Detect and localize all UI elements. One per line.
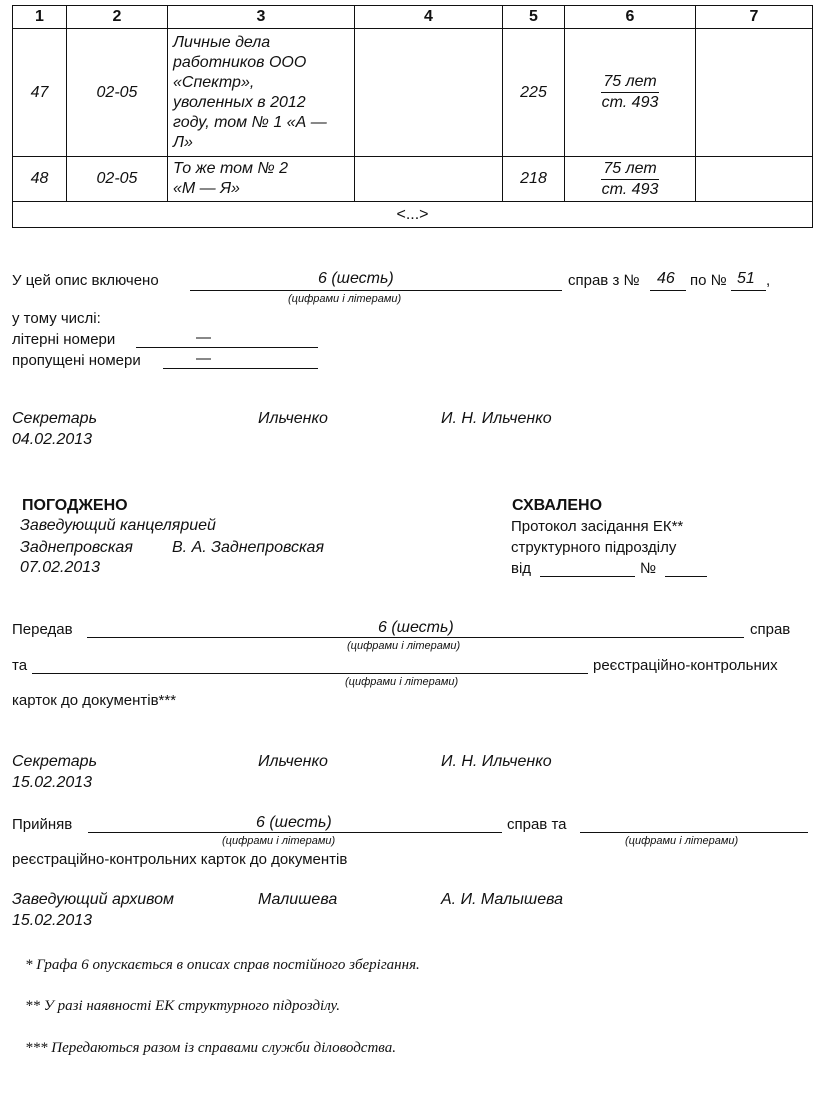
count-value: 6 (шесть): [318, 270, 394, 287]
transfer-cases: справ: [750, 621, 791, 638]
agreed-heading: ПОГОДЖЕНО: [22, 497, 128, 514]
missed-line: [163, 368, 318, 369]
transfer-cards: карток до документів***: [12, 692, 177, 709]
column-header: 1: [13, 6, 67, 29]
agreed-signature: Заднепровская: [20, 539, 133, 556]
record-count: 225: [503, 29, 565, 157]
column-header: 7: [696, 6, 813, 29]
signature: Ильченко: [258, 410, 328, 427]
accept-hint: (цифрами і літерами): [222, 835, 336, 847]
cases-from-label: справ з №: [568, 272, 640, 289]
term-article: ст. 493: [601, 94, 659, 111]
record-col4: [355, 157, 503, 202]
record-index: 02-05: [67, 157, 168, 202]
transfer-and: та: [12, 657, 28, 674]
accept-hint2: (цифрами і літерами): [625, 835, 739, 847]
signer-name: А. И. Малышева: [441, 891, 563, 908]
signature: Ильченко: [258, 753, 328, 770]
column-header: 4: [355, 6, 503, 29]
record-index: 02-05: [67, 29, 168, 157]
inventory-lead: У цей опис включено: [12, 272, 159, 289]
transfer-line: [87, 637, 744, 638]
term-fraction: [601, 159, 658, 200]
record-title: [168, 157, 355, 202]
record-term: [565, 157, 696, 202]
protocol-number-line: [665, 576, 707, 577]
to-label: по №: [690, 272, 727, 289]
transfer-rkk: реєстраційно-контрольних: [593, 657, 778, 674]
approved-line2: структурного підрозділу: [511, 539, 677, 556]
record-number: 47: [13, 29, 67, 157]
table-row: [13, 29, 813, 157]
signer-name: И. Н. Ильченко: [441, 753, 552, 770]
table-header-row: [13, 6, 813, 29]
record-count: 218: [503, 157, 565, 202]
record-title: [168, 29, 355, 157]
to-number: 51: [737, 270, 755, 287]
column-header: 2: [67, 6, 168, 29]
ellipsis: <...>: [13, 202, 813, 228]
literal-value: —: [196, 329, 211, 346]
sign-date: 04.02.2013: [12, 431, 93, 448]
transfer-value: 6 (шесть): [378, 619, 454, 636]
record-col7: [696, 29, 813, 157]
footnote-2: ** У разі наявності ЕК структурного підрозділу.: [25, 998, 341, 1014]
signer-position: Секретарь: [12, 753, 97, 770]
transfer-lead: Передав: [12, 621, 73, 638]
signer-name: И. Н. Ильченко: [441, 410, 552, 427]
term-years: 75 лет: [601, 72, 658, 93]
transfer-hint: (цифрами і літерами): [347, 640, 461, 652]
record-title-text: Личные дела работников ООО «Спектр», уволенных в 2012 году, том № 1 «А — Л»: [173, 33, 327, 151]
record-title-text: То же том № 2 «М — Я»: [173, 160, 289, 197]
missed-value: —: [196, 350, 211, 367]
record-col4: [355, 29, 503, 157]
protocol-date-line: [540, 576, 635, 577]
accept-line2: [580, 832, 808, 833]
signer-position: Заведующий архивом: [12, 891, 175, 908]
record-number: 48: [13, 157, 67, 202]
record-col7: [696, 157, 813, 202]
to-line: [731, 290, 766, 291]
comma: ,: [766, 272, 771, 289]
accept-lead: Прийняв: [12, 816, 73, 833]
record-term: [565, 29, 696, 157]
missed-label: пропущені номери: [12, 352, 141, 369]
term-article: ст. 493: [601, 180, 659, 198]
footnote-3: *** Передаються разом із справами служби діловодства.: [25, 1040, 396, 1056]
term-years: 75 лет: [601, 159, 658, 180]
agreed-position: Заведующий канцелярией: [20, 517, 216, 534]
approved-from: від: [511, 560, 532, 577]
table-row-ellipsis: [13, 202, 813, 228]
records-table: [12, 5, 813, 228]
count-line: [190, 290, 562, 291]
from-line: [650, 290, 686, 291]
agreed-name: В. А. Заднепровская: [172, 539, 324, 556]
sign-date: 15.02.2013: [12, 774, 93, 791]
count-hint: (цифрами і літерами): [288, 293, 402, 305]
accept-value: 6 (шесть): [256, 814, 332, 831]
approved-line1: Протокол засідання ЕК**: [511, 518, 684, 535]
transfer-hint2: (цифрами і літерами): [345, 676, 459, 688]
approved-no: №: [640, 560, 657, 577]
accept-cases-and: справ та: [507, 816, 567, 833]
signer-position: Секретарь: [12, 410, 97, 427]
column-header: 3: [168, 6, 355, 29]
literal-line: [136, 347, 318, 348]
accept-cards: реєстраційно-контрольних карток до документів: [12, 851, 348, 868]
footnote-1: * Графа 6 опускається в описах справ постійного зберігання.: [25, 957, 420, 973]
accept-line: [88, 832, 502, 833]
table-row: [13, 157, 813, 202]
including-label: у тому числі:: [12, 310, 101, 327]
approved-heading: СХВАЛЕНО: [512, 497, 603, 514]
column-header: 5: [503, 6, 565, 29]
from-number: 46: [657, 270, 675, 287]
column-header: 6: [565, 6, 696, 29]
agreed-date: 07.02.2013: [20, 559, 101, 576]
transfer-line2: [32, 673, 588, 674]
term-fraction: [601, 72, 658, 113]
literal-label: літерні номери: [12, 331, 116, 348]
sign-date: 15.02.2013: [12, 912, 93, 929]
signature: Малишева: [258, 891, 338, 908]
